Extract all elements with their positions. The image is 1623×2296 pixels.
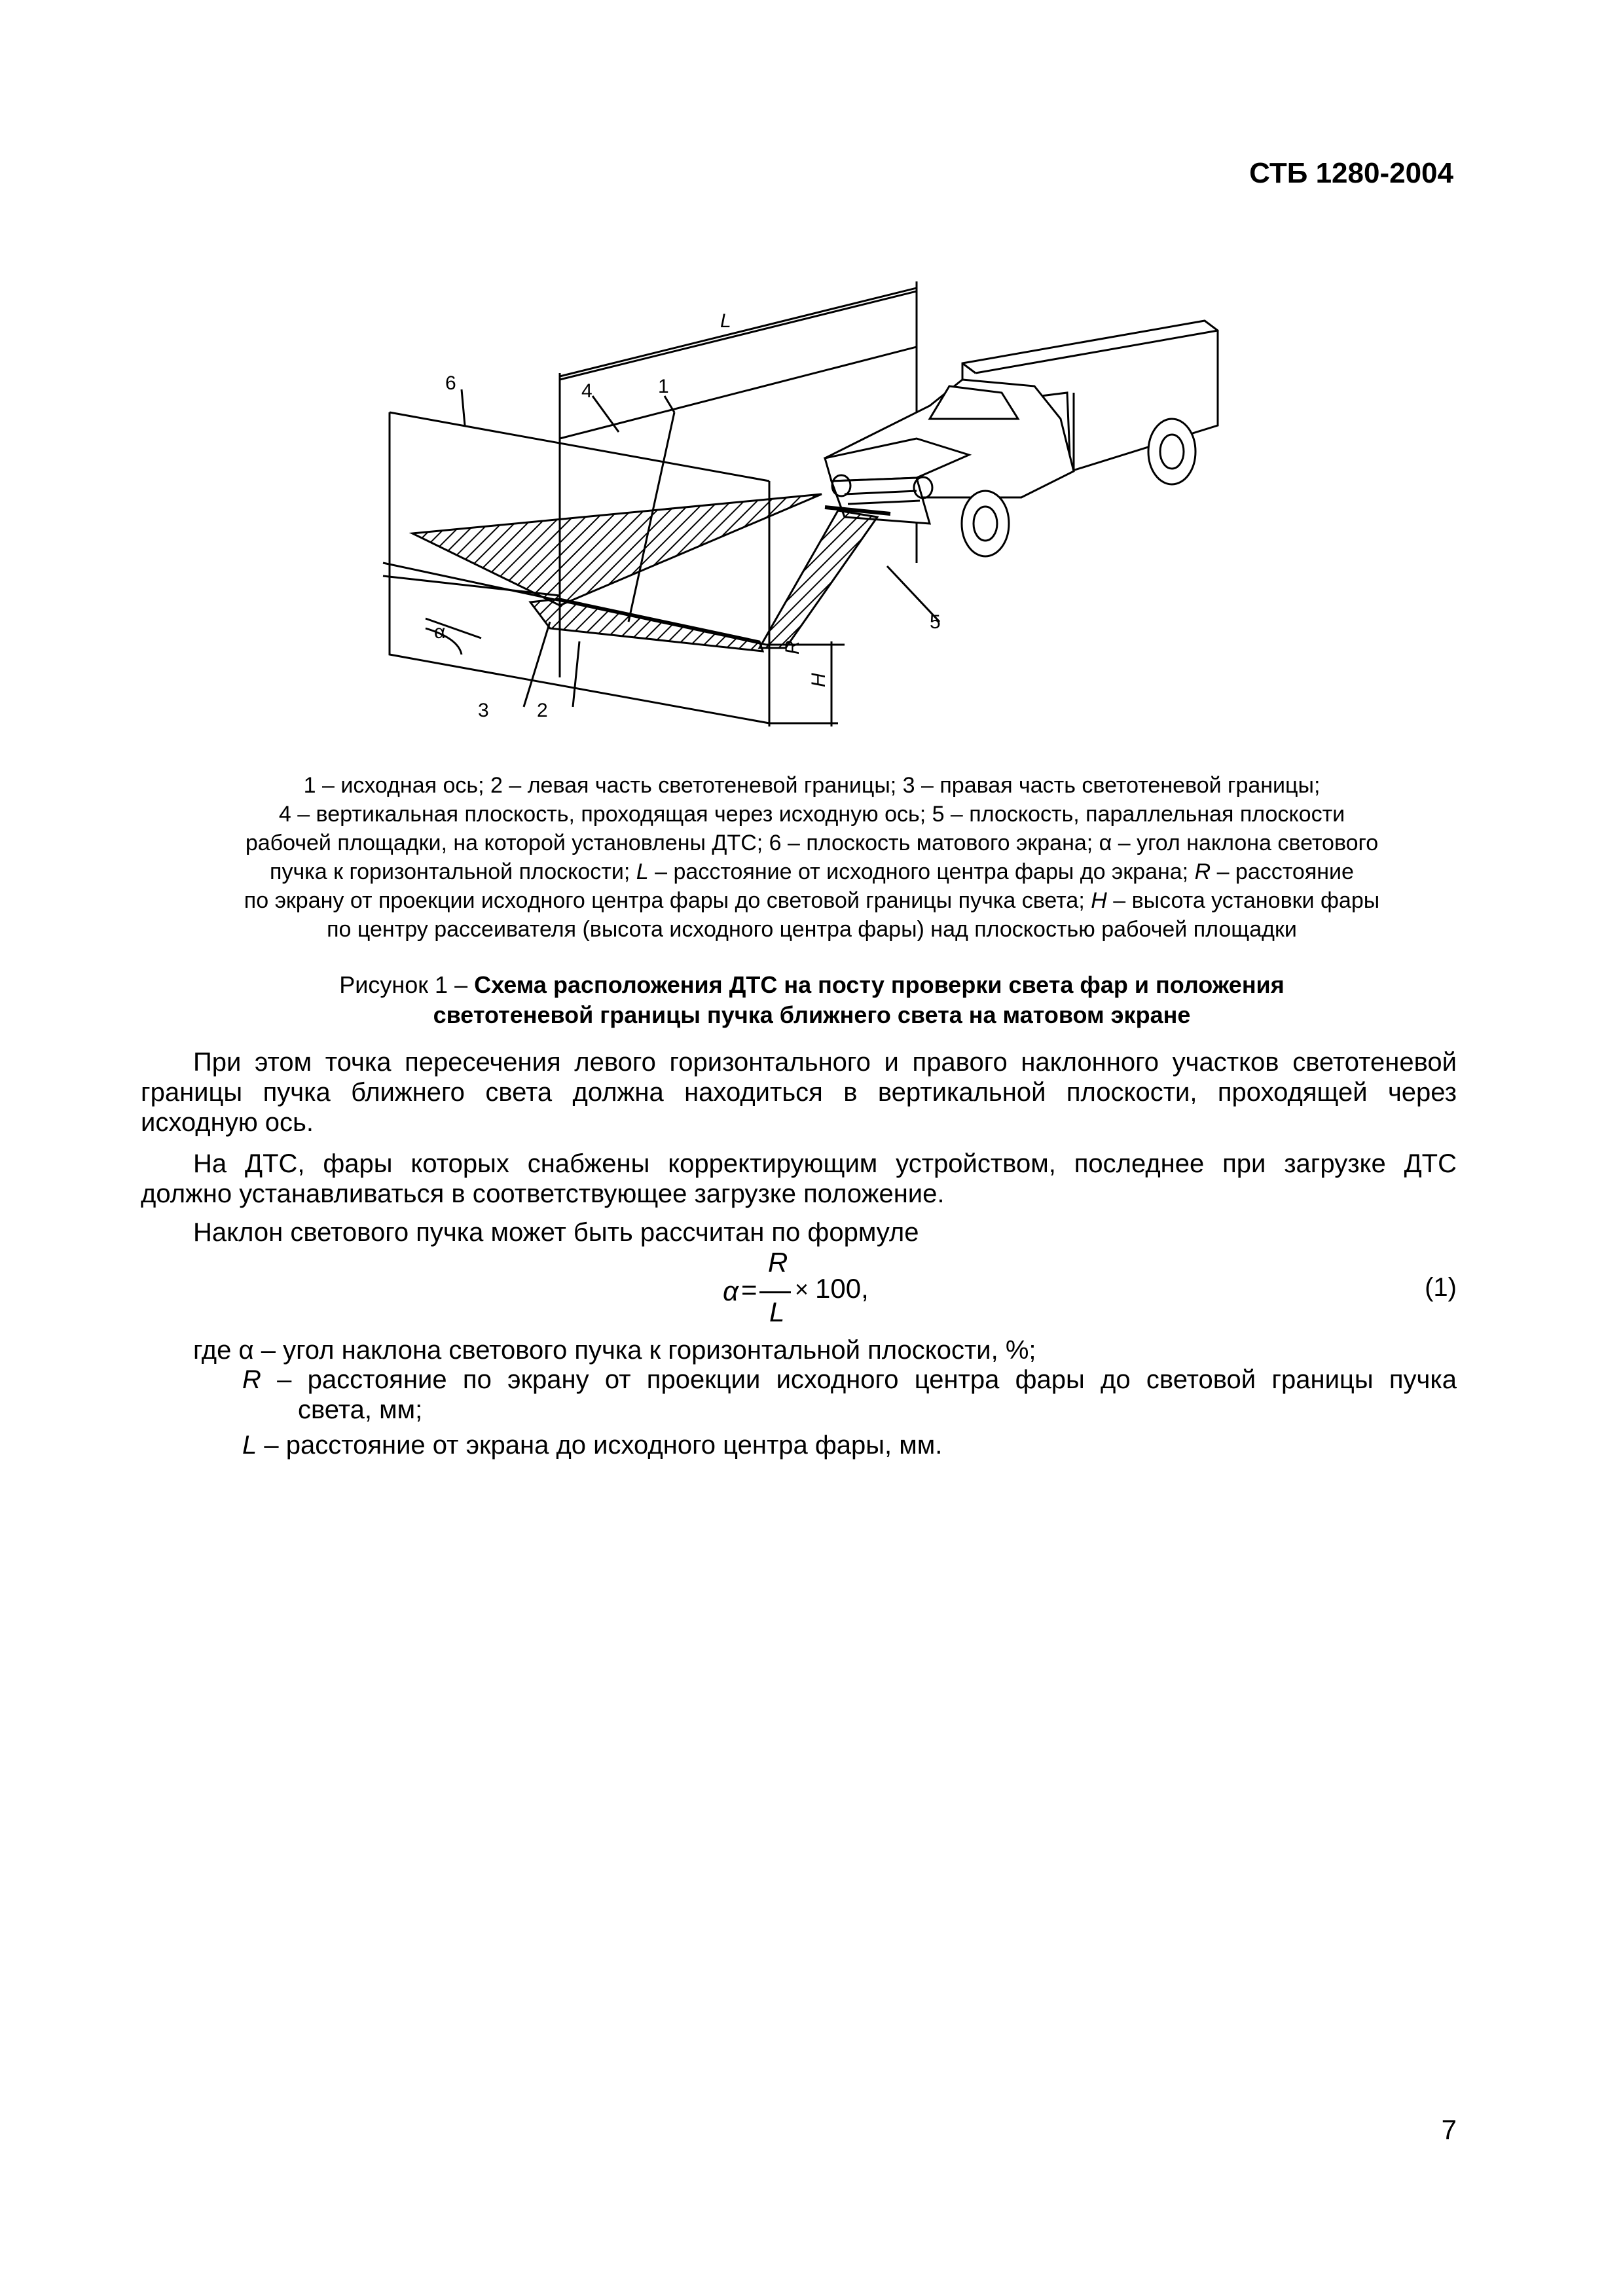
legend-line: рабочей площадки, на которой установлены ДТС; 6 – плоскость матового экрана; α – угол наклона светового bbox=[245, 831, 1379, 855]
fraction-bar bbox=[759, 1291, 791, 1293]
formula bbox=[707, 1247, 943, 1332]
label-1: 1 bbox=[658, 376, 669, 397]
formula-times: × bbox=[795, 1276, 809, 1302]
label-l: L bbox=[720, 310, 731, 332]
document-code: СТБ 1280-2004 bbox=[1249, 157, 1453, 189]
paragraph-2: На ДТС, фары которых снабжены корректирующим устройством, последнее при загрузке ДТС должно устанавливаться в соответствующее загрузке положение. bbox=[141, 1149, 1457, 1208]
legend-line: по экрану от проекции исходного центра фары до световой границы пучка света; H – высота установки фары bbox=[244, 888, 1380, 913]
light-beam bbox=[412, 494, 822, 605]
label-3: 3 bbox=[478, 700, 489, 721]
figure-caption bbox=[196, 970, 1427, 1030]
label-alpha: α bbox=[434, 621, 446, 643]
paragraph-3: Наклон светового пучка может быть рассчитан по формуле bbox=[193, 1218, 919, 1247]
ground-plane-strip bbox=[759, 511, 877, 648]
formula-factor: 100, bbox=[815, 1273, 869, 1304]
label-h: H bbox=[808, 673, 830, 687]
headlight-test-diagram bbox=[367, 275, 1283, 746]
page-number: 7 bbox=[1441, 2114, 1457, 2145]
formula-numerator: R bbox=[768, 1247, 788, 1278]
label-5: 5 bbox=[930, 611, 941, 633]
formula-alpha: α bbox=[723, 1276, 739, 1306]
label-2: 2 bbox=[537, 700, 548, 721]
cutoff-boundary bbox=[530, 599, 763, 651]
legend-line: пучка к горизонтальной плоскости; L – расстояние от исходного центра фары до экрана; R – расстояние bbox=[270, 859, 1354, 884]
label-6: 6 bbox=[445, 372, 456, 394]
figure-legend bbox=[131, 771, 1493, 944]
label-r: R bbox=[782, 640, 803, 655]
formula-equals: = bbox=[741, 1274, 757, 1305]
paragraph-1: При этом точка пересечения левого горизонтального и правого наклонного участков светотеневой границы пучка ближнего света должна находиться в вертикальной плоскости, проходящей через исходную ось. bbox=[141, 1048, 1457, 1137]
legend-line: 1 – исходная ось; 2 – левая часть светотеневой границы; 3 – правая часть светотеневой границы; bbox=[303, 773, 1321, 798]
legend-line: по центру рассеивателя (высота исходного центра фары) над плоскостью рабочей площадки bbox=[327, 917, 1297, 942]
legend-line: 4 – вертикальная плоскость, проходящая через исходную ось; 5 – плоскость, параллельная плоскости bbox=[278, 802, 1345, 827]
caption-title-cont: светотеневой границы пучка ближнего света на матовом экране bbox=[433, 1001, 1191, 1028]
where-l: L – расстояние от экрана до исходного центра фары, мм. bbox=[242, 1431, 943, 1460]
where-r: R – расстояние по экрану от проекции исходного центра фары до световой границы пучка bbox=[242, 1365, 1457, 1394]
formula-number: (1) bbox=[1425, 1273, 1457, 1302]
where-alpha: где α – угол наклона светового пучка к горизонтальной плоскости, %; bbox=[193, 1336, 1036, 1365]
formula-denominator: L bbox=[769, 1297, 785, 1327]
where-r-cont: света, мм; bbox=[298, 1395, 423, 1424]
caption-prefix: Рисунок 1 – bbox=[339, 971, 475, 998]
caption-title: Схема расположения ДТС на посту проверки света фар и положения bbox=[474, 971, 1285, 998]
label-4: 4 bbox=[581, 380, 593, 402]
